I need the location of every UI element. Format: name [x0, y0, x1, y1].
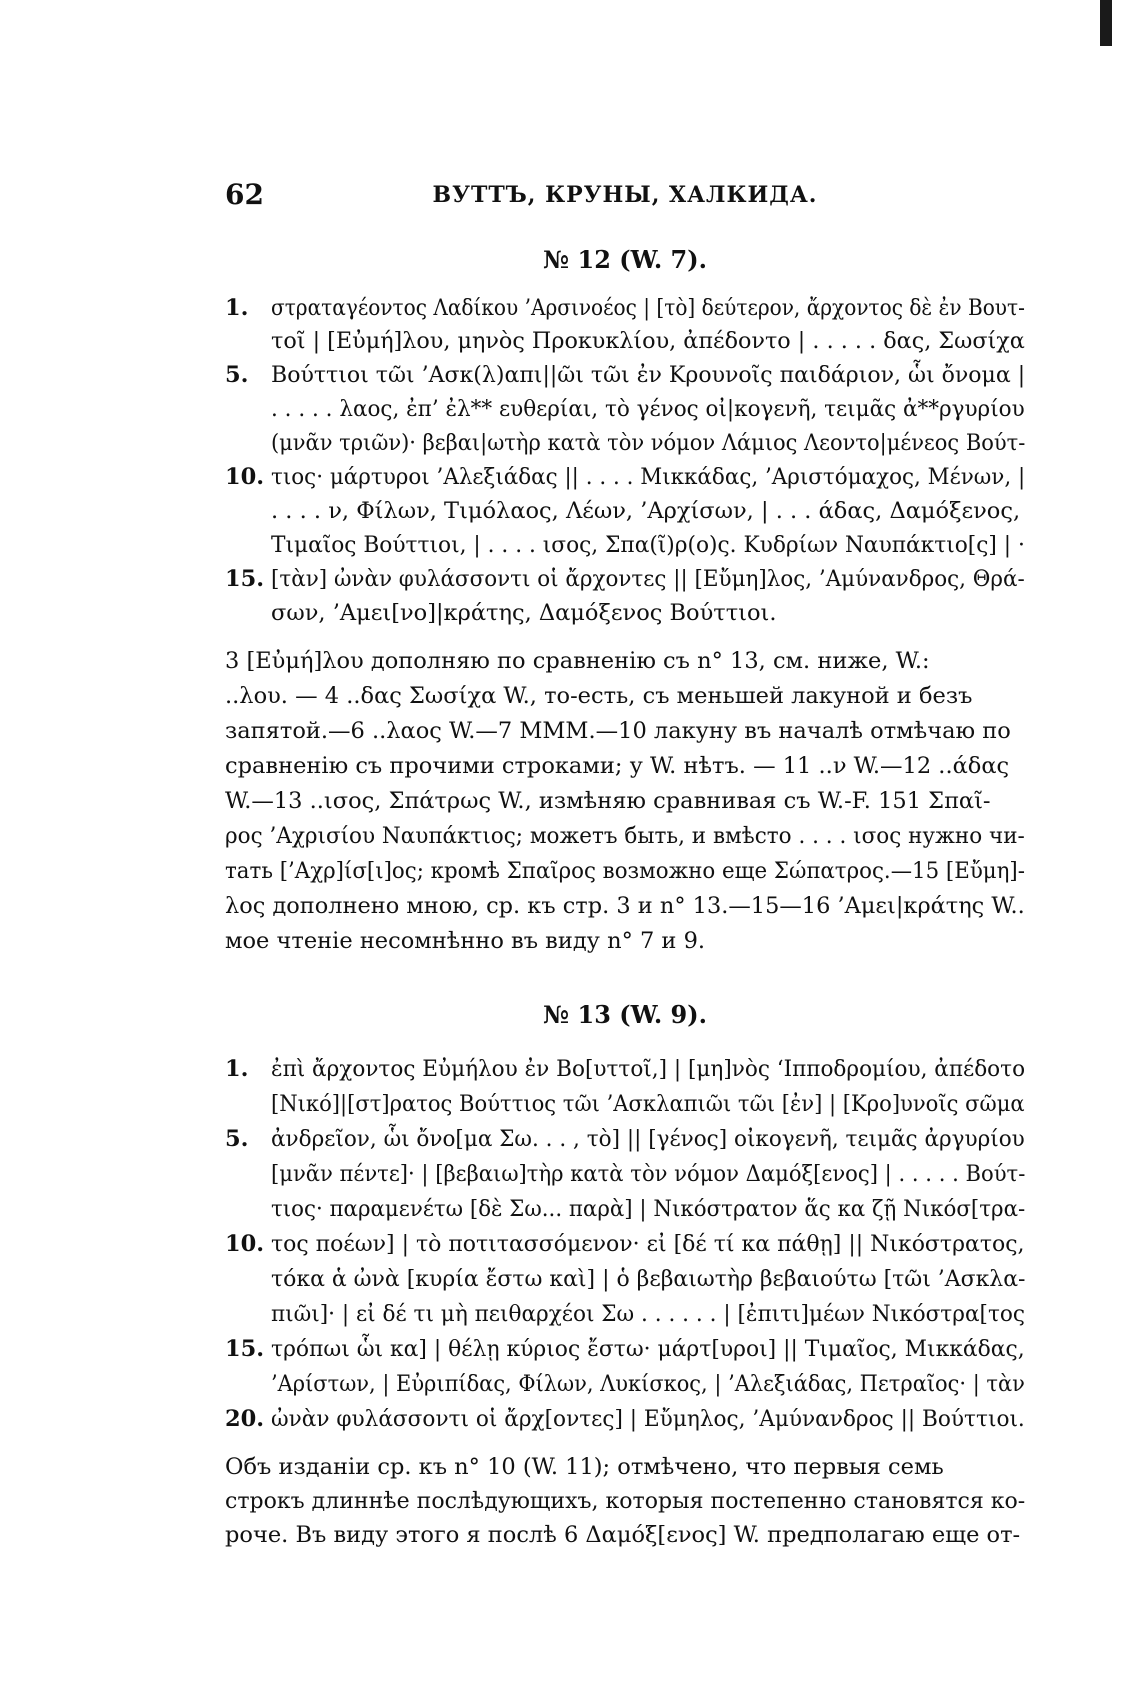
- inscription-13-title: № 13 (W. 9).: [543, 1000, 707, 1029]
- page-number: 62: [225, 178, 264, 211]
- commentary-line: мое чтеніе несомнѣнно въ виду n° 7 и 9.: [225, 928, 706, 954]
- commentary-line: тать [’Αχρ]ίσ[ι]ος; кромѣ Σπαῖρος возможно еще Σώπατρος.—15 [Εὔμη]-: [225, 858, 1025, 884]
- line-text: (μνᾶν τριῶν)· βεβαι|ωτὴρ κατὰ τὸν νόμον Λάμιος Λεοντο|μένεος Βούτ-: [271, 430, 1026, 456]
- line-number: 1.: [225, 1056, 249, 1082]
- line-text: ’Αρίστων, | Εὐριπίδας, Φίλων, Λυκίσκος, | ’Αλεξιάδας, Πετραῖος· | τὰν: [271, 1371, 1025, 1397]
- commentary-line: сравненію съ прочими строками; у W. нѣтъ. — 11 ..ν W.—12 ..άδας: [225, 753, 1010, 779]
- line-number: 20.: [225, 1406, 265, 1432]
- commentary-line: ρος ’Αχρισίου Ναυπάκτιος; можетъ быть, и вмѣсто . . . . ισος нужно чи-: [225, 823, 1025, 849]
- inscription-line: [225, 1157, 1025, 1191]
- line-number: 5.: [225, 362, 249, 388]
- inscription-line: [225, 324, 1025, 358]
- commentary-line: ..λου. — 4 ..δας Σωσίχα W., то-есть, съ меньшей лакуной и безъ: [225, 683, 973, 709]
- line-number: 15.: [225, 1336, 265, 1362]
- line-text: ἐπὶ ἄρχοντος Εὐμήλου ἐν Βο[υττοῖ,] | [μη]νὸς ‘Ιπποδρομίου, ἀπέδοτο: [271, 1056, 1026, 1082]
- inscription-line: [225, 1122, 1025, 1156]
- line-text: τιος· μάρτυροι ’Αλεξιάδας || . . . . Μικκάδας, ’Αριστόμαχος, Μένων, |: [271, 464, 1026, 490]
- line-text: τόκα ἁ ὠνὰ [κυρία ἔστω καὶ] | ὁ βεβαιωτὴρ βεβαιούτω [τῶι ’Ασκλα-: [271, 1266, 1026, 1292]
- inscription-line: [225, 460, 1025, 494]
- line-number: 1.: [225, 295, 249, 321]
- inscription-line: [225, 562, 1025, 596]
- inscription-line: [225, 1262, 1025, 1296]
- inscription-line: [225, 1297, 1025, 1331]
- line-number: 10.: [225, 464, 265, 490]
- inscription-line: [225, 358, 1025, 392]
- line-text: ἀνδρεῖον, ὧι ὄνο[μα Σω. . . , τὸ] || [γένος] οἰκογενῆ, τειμᾶς ἀργυρίου: [271, 1126, 1025, 1152]
- line-number: 10.: [225, 1231, 265, 1257]
- inscription-line: [225, 426, 1025, 460]
- line-text: τοῖ | [Εὐμή]λου, μηνὸς Προκυκλίου, ἀπέδοντο | . . . . . δας, Σωσίχα: [271, 328, 1025, 354]
- inscription-line: [225, 291, 1025, 325]
- page-header: [225, 178, 1025, 218]
- inscription-line: [225, 596, 1025, 630]
- commentary-line: W.—13 ..ισος, Σπάτρως W., измѣняю сравнивая съ W.-F. 151 Σπαῖ-: [225, 788, 991, 814]
- line-text: πιῶι]· | εἰ δέ τι μὴ πειθαρχέοι Σω . . . . . . | [ἐπιτι]μέων Νικόστρα[τος: [271, 1301, 1025, 1327]
- line-text: [μνᾶν πέντε]· | [βεβαιω]τὴρ κατὰ τὸν νόμον Δαμόξ[ενος] | . . . . . Βούτ-: [271, 1161, 1026, 1187]
- running-title: ВУТТЪ, КРУНЫ, ХАЛКИДА.: [432, 182, 818, 208]
- inscription-12-title: № 12 (W. 7).: [543, 245, 707, 274]
- scan-edge-mark: [1100, 0, 1112, 46]
- commentary-line: 3 [Εὐμή]λου дополняю по сравненію съ n° 13, см. ниже, W.:: [225, 648, 930, 674]
- line-text: Βούττιοι τῶι ’Ασκ(λ)απι||ῶι τῶι ἐν Κρουνοῖς παιδάριον, ὧι ὄνομα |: [271, 362, 1026, 388]
- commentary-line: строкъ длиннѣе послѣдующихъ, которыя постепенно становятся ко-: [225, 1488, 1026, 1514]
- line-text: σων, ’Αμει[νο]|κράτης, Δαμόξενος Βούττιοι.: [271, 600, 777, 626]
- line-text: στραταγέοντος Λαδίκου ’Αρσινοέος | [τὸ] δεύτερον, ἄρχοντος δὲ ἐν Βουτ-: [271, 295, 1025, 321]
- line-number: 5.: [225, 1126, 249, 1152]
- line-text: [Νικό]|[στ]ρατος Βούττιος τῶι ’Ασκλαπιῶι τῶι [ἐν] | [Κρο]υνοῖς σῶμα: [271, 1091, 1025, 1117]
- inscription-line: [225, 1087, 1025, 1121]
- inscription-line: [225, 1192, 1025, 1226]
- inscription-line: [225, 1402, 1025, 1436]
- commentary-line: λος дополнено мною, ср. къ стр. 3 и n° 13.—15—16 ’Αμει|κράτης W..: [225, 893, 1025, 919]
- inscription-line: [225, 1052, 1025, 1086]
- inscription-line: [225, 1227, 1025, 1261]
- commentary-line: запятой.—6 ..λαος W.—7 МММ.—10 лакуну въ началѣ отмѣчаю по: [225, 718, 1011, 744]
- line-text: τιος· παραμενέτω [δὲ Σω... παρὰ] | Νικόστρατον ἅς κα ζῇ Νικόσ[τρα-: [271, 1196, 1026, 1222]
- inscription-line: [225, 1332, 1025, 1366]
- line-text: [τὰν] ὠνὰν φυλάσσοντι οἱ ἄρχοντες || [Εὔμη]λος, ’Αμύνανδρος, Θρά-: [271, 566, 1025, 592]
- inscription-line: [225, 528, 1025, 562]
- line-text: τος ποέων] | τὸ ποτιτασσόμενον· εἰ [δέ τί κα πάθῃ] || Νικόστρατος,: [271, 1231, 1025, 1257]
- line-number: 15.: [225, 566, 265, 592]
- line-text: . . . . . λαος, ἐπ’ ἐλ** ευθερίαι, τὸ γένος οἰ|κογενῆ, τειμᾶς ἀ**ργυρίου: [271, 396, 1025, 422]
- inscription-line: [225, 494, 1025, 528]
- inscription-line: [225, 1367, 1025, 1401]
- commentary-line: роче. Въ виду этого я послѣ 6 Δαμόξ[ενος] W. предполагаю еще от-: [225, 1522, 1021, 1548]
- line-text: ὠνὰν φυλάσσοντι οἱ ἄρχ[οντες] | Εὔμηλος, ’Αμύνανδρος || Βούττιοι.: [271, 1406, 1025, 1432]
- inscription-line: [225, 392, 1025, 426]
- line-text: Τιμαῖος Βούττιοι, | . . . . ισος, Σπα(ῖ)ρ(ο)ς. Κυδρίων Ναυπάκτιο[ς] | ·: [271, 532, 1025, 558]
- line-text: τρόπωι ὧι κα] | θέλῃ κύριος ἔστω· μάρτ[υροι] || Τιμαῖος, Μικκάδας,: [271, 1336, 1025, 1362]
- commentary-line: Объ изданіи ср. къ n° 10 (W. 11); отмѣчено, что первыя семь: [225, 1454, 944, 1480]
- line-text: . . . . ν, Φίλων, Τιμόλαος, Λέων, ’Αρχίσων, | . . . άδας, Δαμόξενος,: [271, 498, 1021, 524]
